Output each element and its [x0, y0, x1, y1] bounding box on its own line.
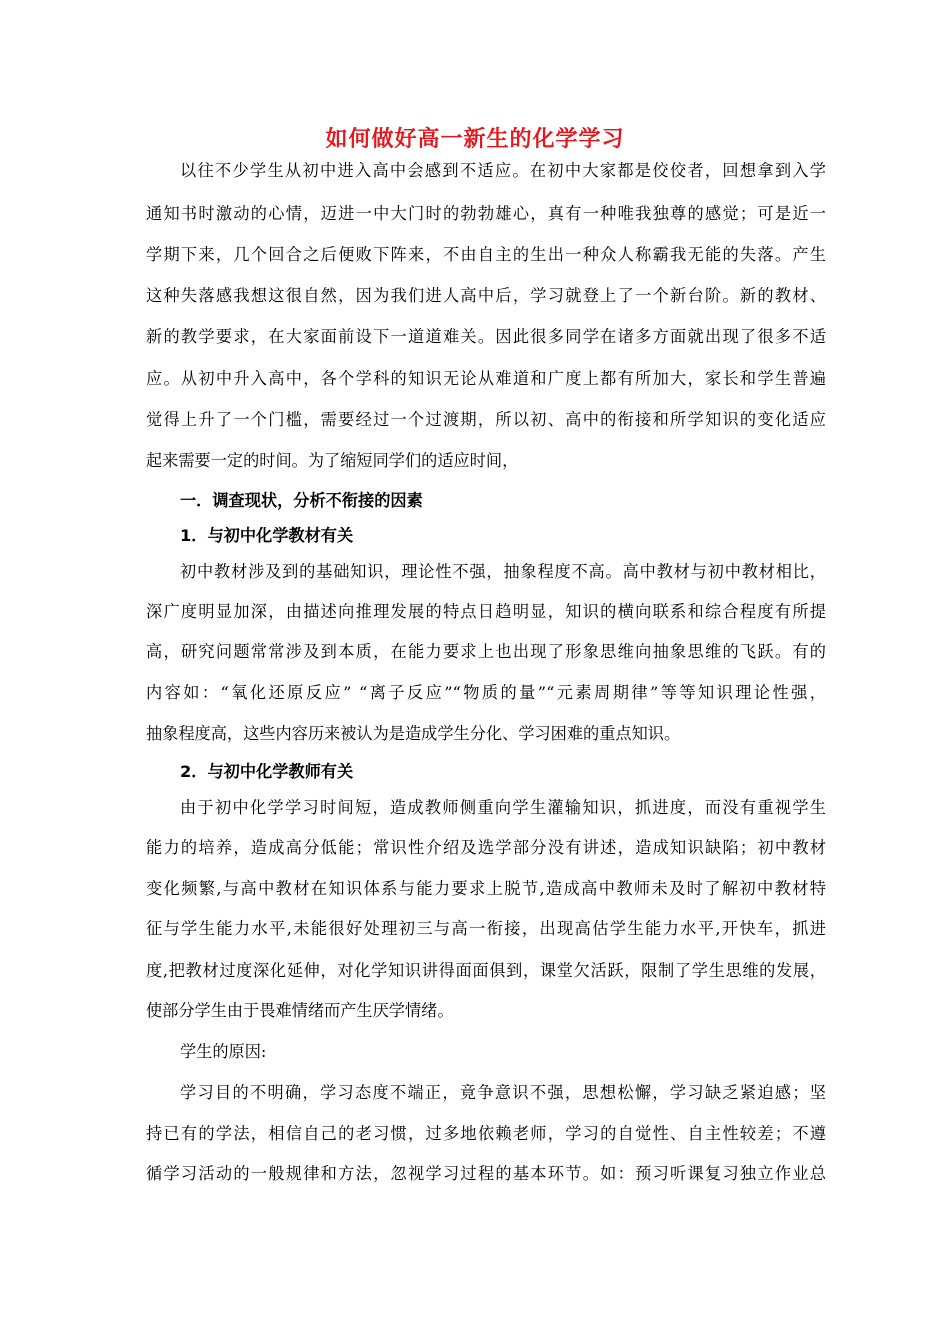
intro-line: 觉得上升了一个门槛，需要经过一个过渡期，所以初、高中的衔接和所学知识的变化适应: [146, 410, 826, 429]
document-title: 如何做好高一新生的化学学习: [325, 127, 625, 152]
body-line: 高，研究问题常常涉及到本质，在能力要求上也出现了形象思维向抽象思维的飞跃。有的: [146, 642, 826, 661]
body-line: 由于初中化学学习时间短，造成教师侧重向学生灌输知识，抓进度，而没有重视学生: [180, 798, 826, 817]
subsection-heading: 1．与初中化学教材有关: [180, 526, 354, 545]
body-line: 深广度明显加深，由描述向推理发展的特点日趋明显，知识的横向联系和综合程度有所提: [146, 602, 826, 621]
section-heading: 一．调查现状，分析不衔接的因素: [180, 491, 423, 510]
body-line: 度,把教材过度深化延伸，对化学知识讲得面面俱到，课堂欠活跃，限制了学生思维的发展，: [146, 961, 826, 980]
body-line: 征与学生能力水平,未能很好处理初三与高一衔接，出现高估学生能力水平,开快车，抓进: [146, 919, 826, 938]
intro-line: 起来需要一定的时间。为了缩短同学们的适应时间，: [146, 451, 519, 470]
body-line: 学习目的不明确，学习态度不端正，竟争意识不强，思想松懈，学习缺乏紧迫感；坚: [180, 1083, 826, 1102]
body-line: 变化频繁,与高中教材在知识体系与能力要求上脱节,造成高中教师未及时了解初中教材特: [146, 879, 826, 898]
intro-line: 这种失落感我想这很自然，因为我们进人高中后，学习就登上了一个新台阶。新的教材、: [146, 286, 826, 305]
intro-line: 新的教学要求，在大家面前设下一道道难关。因此很多同学在诸多方面就出现了很多不适: [146, 327, 826, 346]
body-line: 能力的培养，造成高分低能；常识性介绍及选学部分没有讲述，造成知识缺陷；初中教材: [146, 838, 826, 857]
body-line: 使部分学生由于畏难情绪而产生厌学情绪。: [146, 1001, 454, 1020]
body-line: 抽象程度高，这些内容历来被认为是造成学生分化、学习困难的重点知识。: [146, 724, 681, 743]
body-line: 初中教材涉及到的基础知识，理论性不强，抽象程度不高。高中教材与初中教材相比，: [180, 562, 826, 581]
student-reason-label: 学生的原因:: [180, 1042, 267, 1061]
body-line: 内容如：“氧化还原反应” “离子反应”“物质的量”“元素周期律”等等知识理论性强，: [146, 683, 826, 702]
intro-line: 通知书时激动的心情，迈进一中大门时的勃勃雄心，真有一种唯我独尊的感觉；可是近一: [146, 204, 826, 223]
subsection-heading: 2．与初中化学教师有关: [180, 762, 354, 781]
intro-line: 应。从初中升入高中，各个学科的知识无论从难道和广度上都有所加大，家长和学生普遍: [146, 369, 826, 388]
intro-line: 学期下来，几个回合之后便败下阵来，不由自主的生出一种众人称霸我无能的失落。产生: [146, 245, 826, 264]
body-line: 持已有的学法，相信自己的老习惯，过多地依赖老师，学习的自觉性、自主性较差；不遵: [146, 1124, 826, 1143]
intro-line: 以往不少学生从初中进入高中会感到不适应。在初中大家都是佼佼者，回想拿到入学: [180, 161, 826, 180]
body-line: 循学习活动的一般规律和方法，忽视学习过程的基本环节。如：预习听课复习独立作业总: [146, 1164, 826, 1183]
